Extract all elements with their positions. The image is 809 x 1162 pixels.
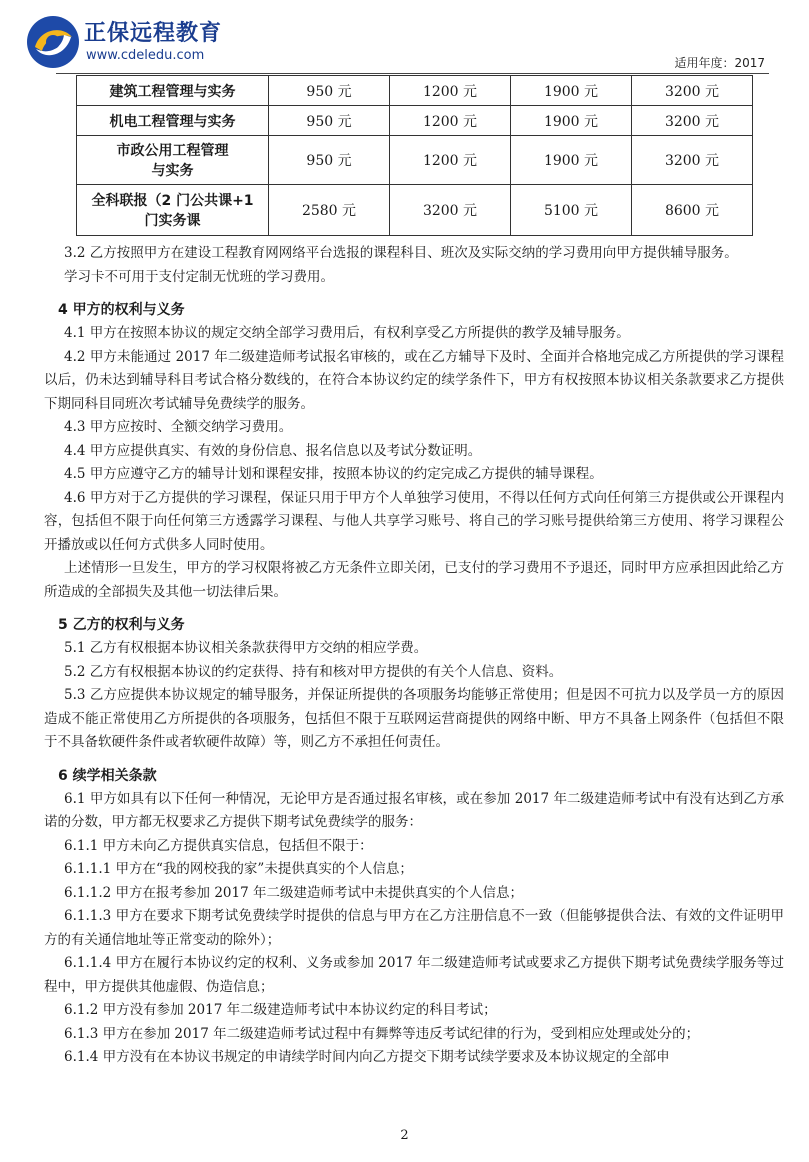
- price-cell: 1900 元: [511, 76, 632, 106]
- price-cell: 3200 元: [632, 136, 753, 185]
- clause-4-5: 4.5 甲方应遵守乙方的辅导计划和课程安排，按照本协议的约定完成乙方提供的辅导课程。: [64, 466, 603, 482]
- course-name: [77, 185, 269, 236]
- price-cell: 3200 元: [632, 106, 753, 136]
- clause-3-2: 3.2 乙方按照甲方在建设工程教育网网络平台选报的课程科目、班次及实际交纳的学习费用向甲方提供辅导服务。: [64, 245, 738, 261]
- clause-6-1-3: 6.1.3 甲方在参加 2017 年二级建造师考试过程中有舞弊等违反考试纪律的行为，受到相应处理或处分的；: [64, 1025, 700, 1042]
- clause-4-6-consequence: 上述情形一旦发生，甲方的学习权限将被乙方无条件立即关闭，已支付的学习费用不予退还，同时甲方应承担因此给乙方所造成的全部损失及其他一切法律后果。: [44, 560, 784, 600]
- applicable-year: 适用年度：2017: [674, 56, 765, 70]
- clause-6-1: 6.1 甲方如具有以下任何一种情况，无论甲方是否通过报名审核，或在参加 2017 年二级建造师考试中有没有达到乙方承诺的分数，甲方都无权要求乙方提供下期考试免费续学的服务：: [44, 790, 784, 830]
- clause-6-1-1-3: 6.1.1.3 甲方在要求下期考试免费续学时提供的信息与甲方在乙方注册信息不一致（但能够提供合法、有效的文件证明甲方的有关通信地址等正常变动的除外）；: [44, 908, 784, 948]
- header-divider: [56, 73, 769, 74]
- brand-name: 正保远程教育: [84, 21, 223, 46]
- price-cell: 3200 元: [390, 185, 511, 236]
- price-cell: 950 元: [269, 106, 390, 136]
- section-4-heading: 4 甲方的权利与义务: [58, 302, 185, 318]
- clause-4-1: 4.1 甲方在按照本协议的规定交纳全部学习费用后，有权利享受乙方所提供的教学及辅导服务。: [64, 325, 630, 341]
- course-name-line: 与实务: [151, 163, 194, 179]
- section-5-heading: 5 乙方的权利与义务: [58, 617, 185, 633]
- course-name: 机电工程管理与实务: [77, 106, 269, 136]
- clause-6-1-1-1: 6.1.1.1 甲方在“我的网校我的家”未提供真实的个人信息；: [64, 861, 413, 877]
- clause-4-3: 4.3 甲方应按时、全额交纳学习费用。: [64, 419, 293, 435]
- course-name-line: 门实务课: [144, 213, 201, 229]
- clause-5-2: 5.2 乙方有权根据本协议的约定获得、持有和核对甲方提供的有关个人信息、资料。: [64, 663, 563, 680]
- clause-5-1: 5.1 乙方有权根据本协议相关条款获得甲方交纳的相应学费。: [64, 640, 428, 656]
- website-url[interactable]: www.cdeledu.com: [86, 48, 205, 63]
- clause-4-2: 4.2 甲方未能通过 2017 年二级建造师考试报名审核的，或在乙方辅导下及时、全面并合格地完成乙方所提供的学习课程以后，仍未达到辅导科目考试合格分数线的，在符合本协议约定的续学条件下，甲方有权按照本协议相关条款要求乙方提供下期同科目同班次考试辅导免费续学的服务。: [44, 348, 784, 412]
- clause-3-2-note: 学习卡不可用于支付定制无忧班的学习费用。: [64, 268, 334, 285]
- price-cell: 950 元: [269, 76, 390, 106]
- section-6-heading: 6 续学相关条款: [58, 767, 157, 784]
- price-cell: 1200 元: [390, 106, 511, 136]
- page-header: [0, 0, 809, 75]
- price-cell: 1900 元: [511, 136, 632, 185]
- table-row: [77, 136, 753, 185]
- price-cell: 2580 元: [269, 185, 390, 236]
- price-cell: 1200 元: [390, 76, 511, 106]
- agreement-body: [44, 242, 784, 1070]
- cdeledu-logo-icon: [26, 15, 80, 69]
- page-number: 2: [400, 1128, 409, 1143]
- table-row: [77, 76, 753, 106]
- price-cell: 1200 元: [390, 136, 511, 185]
- table-row: [77, 185, 753, 236]
- price-cell: 1900 元: [511, 106, 632, 136]
- price-cell: 3200 元: [632, 76, 753, 106]
- clause-4-4: 4.4 甲方应提供真实、有效的身份信息、报名信息以及考试分数证明。: [64, 442, 482, 459]
- course-name-line: 市政公用工程管理: [116, 143, 229, 159]
- clause-6-1-1: 6.1.1 甲方未向乙方提供真实信息，包括但不限于：: [64, 837, 373, 854]
- price-cell: 8600 元: [632, 185, 753, 236]
- course-name: [77, 136, 269, 185]
- clause-4-6: 4.6 甲方对于乙方提供的学习课程，保证只用于甲方个人单独学习使用，不得以任何方式向任何第三方提供或公开课程内容，包括但不限于向任何第三方透露学习课程、与他人共享学习账号、将自己的学习账号提供给第三方使用、将学习课程公开播放或以任何方式供多人同时使用。: [44, 489, 784, 553]
- clause-5-3: 5.3 乙方应提供本协议规定的辅导服务，并保证所提供的各项服务均能够正常使用；但是因不可抗力以及学员一方的原因造成不能正常使用乙方所提供的各项服务，包括但不限于互联网运营商提供的网络中断、甲方不具备上网条件（包括但不限于不具备软硬件条件或者软硬件故障）等，则乙方不承担任何责任。: [44, 687, 784, 750]
- course-name-line: 全科联报（2 门公共课+1: [91, 193, 254, 209]
- clause-6-1-4: 6.1.4 甲方没有在本协议书规定的申请续学时间内向乙方提交下期考试续学要求及本协议规定的全部申: [64, 1049, 670, 1065]
- clause-6-1-1-2: 6.1.1.2 甲方在报考参加 2017 年二级建造师考试中未提供真实的个人信息；: [64, 884, 523, 901]
- clause-6-1-2: 6.1.2 甲方没有参加 2017 年二级建造师考试中本协议约定的科目考试；: [64, 1002, 497, 1018]
- price-cell: 5100 元: [511, 185, 632, 236]
- fee-table: [76, 75, 753, 236]
- table-row: [77, 106, 753, 136]
- course-name: 建筑工程管理与实务: [77, 76, 269, 106]
- price-cell: 950 元: [269, 136, 390, 185]
- clause-6-1-1-4: 6.1.1.4 甲方在履行本协议约定的权利、义务或参加 2017 年二级建造师考试或要求乙方提供下期考试免费续学服务等过程中，甲方提供其他虚假、伪造信息；: [44, 955, 784, 995]
